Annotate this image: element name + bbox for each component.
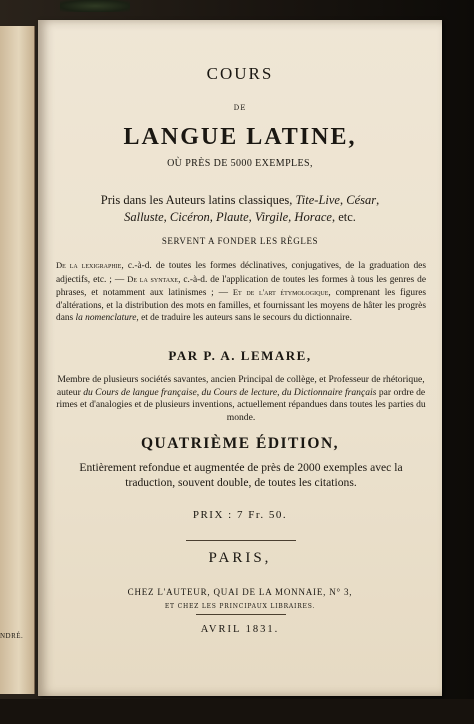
author-credentials xyxy=(56,374,426,424)
title-page xyxy=(38,20,442,696)
imprint-address: CHEZ L'AUTEUR, QUAI DE LA MONNAIE, N° 3, xyxy=(127,587,353,597)
subtitle-examples: OÙ PRÈS DE 5000 EXEMPLES, xyxy=(167,158,313,169)
lex-nomenclature: la nomenclature xyxy=(75,313,137,323)
lex-text-4: , et de traduire les auteurs sans le secours du dictionnaire. xyxy=(136,313,352,323)
lex-lead: De la lexigraphie xyxy=(56,260,122,270)
lex-text-3: , comprenant les figures d'altérations, et la distribution des mots en familles, et fournissant les moyens de hâter les progrès dans xyxy=(56,288,426,323)
lex-art: Et de l'art étymologique xyxy=(232,287,329,297)
edition-description: Entièrement refondue et augmentée de près de 2000 exemples avec la traduction, souvent double, de toutes les citations. xyxy=(79,461,403,489)
membre-text-2: , xyxy=(196,386,202,398)
authors-line-2: Salluste, Cicéron, Plaute, Virgile, Horace xyxy=(124,210,332,224)
authors-suffix: , etc. xyxy=(331,210,356,224)
edition-heading: QUATRIÈME ÉDITION, xyxy=(140,435,340,452)
authors-paragraph xyxy=(48,192,432,226)
lexigraphy-paragraph xyxy=(56,259,426,325)
divider-rule xyxy=(186,540,296,541)
imprint-date: AVRIL 1831. xyxy=(200,624,280,635)
lex-text-2: , c.-à-d. de l'application de toutes les formes à tous les genres de phrases, et notamment aux latinismes ; — xyxy=(56,274,426,298)
authors-sep-1: , xyxy=(339,193,344,207)
lex-syntaxe: De la syntaxe xyxy=(127,273,179,284)
membre-text-3: , xyxy=(277,386,282,398)
membre-cours-langue: du Cours de langue française xyxy=(83,386,197,398)
membre-text-1: Membre de plusieurs sociétés savantes, ancien Principal de collège, et Professeur de rhétorique, auteur xyxy=(56,374,425,398)
membre-dictionnaire: du Dictionnaire français xyxy=(281,386,377,398)
bookmark-ribbon xyxy=(60,0,130,12)
membre-text-4: par ordre de rimes et d'analogies et de plusieurs inventions, actuellement répandues dans toutes les parties du monde. xyxy=(56,386,426,423)
author-cesar: César xyxy=(346,193,377,207)
author-tite-live: Tite-Live xyxy=(295,193,340,207)
authors-sep-2: , xyxy=(376,193,380,207)
book-bottom-edge xyxy=(0,699,474,724)
title-de: DE xyxy=(233,104,247,112)
main-title: LANGUE LATINE, xyxy=(123,124,357,150)
author-line: PAR P. A. LEMARE, xyxy=(168,348,312,363)
servent-heading: SERVENT A FONDER LES RÈGLES xyxy=(161,236,319,246)
left-facing-page xyxy=(0,26,35,694)
imprint-city: PARIS, xyxy=(208,550,272,566)
title-cours: COURS xyxy=(206,64,274,83)
authors-prefix: Pris dans les Auteurs latins classiques, xyxy=(100,193,293,207)
price: PRIX : 7 Fr. 50. xyxy=(192,509,288,521)
imprint-booksellers: ET CHEZ LES PRINCIPAUX LIBRAIRES. xyxy=(164,603,316,610)
divider-rule-2 xyxy=(196,614,286,615)
lex-text-1: , c.-à-d. de toutes les formes déclinatives, conjugatives, de la graduation des adjectifs, etc. ; — xyxy=(56,261,426,285)
left-page-fragment: NDRÉ. xyxy=(0,632,24,640)
membre-cours-lecture: du Cours de lecture xyxy=(201,386,278,398)
